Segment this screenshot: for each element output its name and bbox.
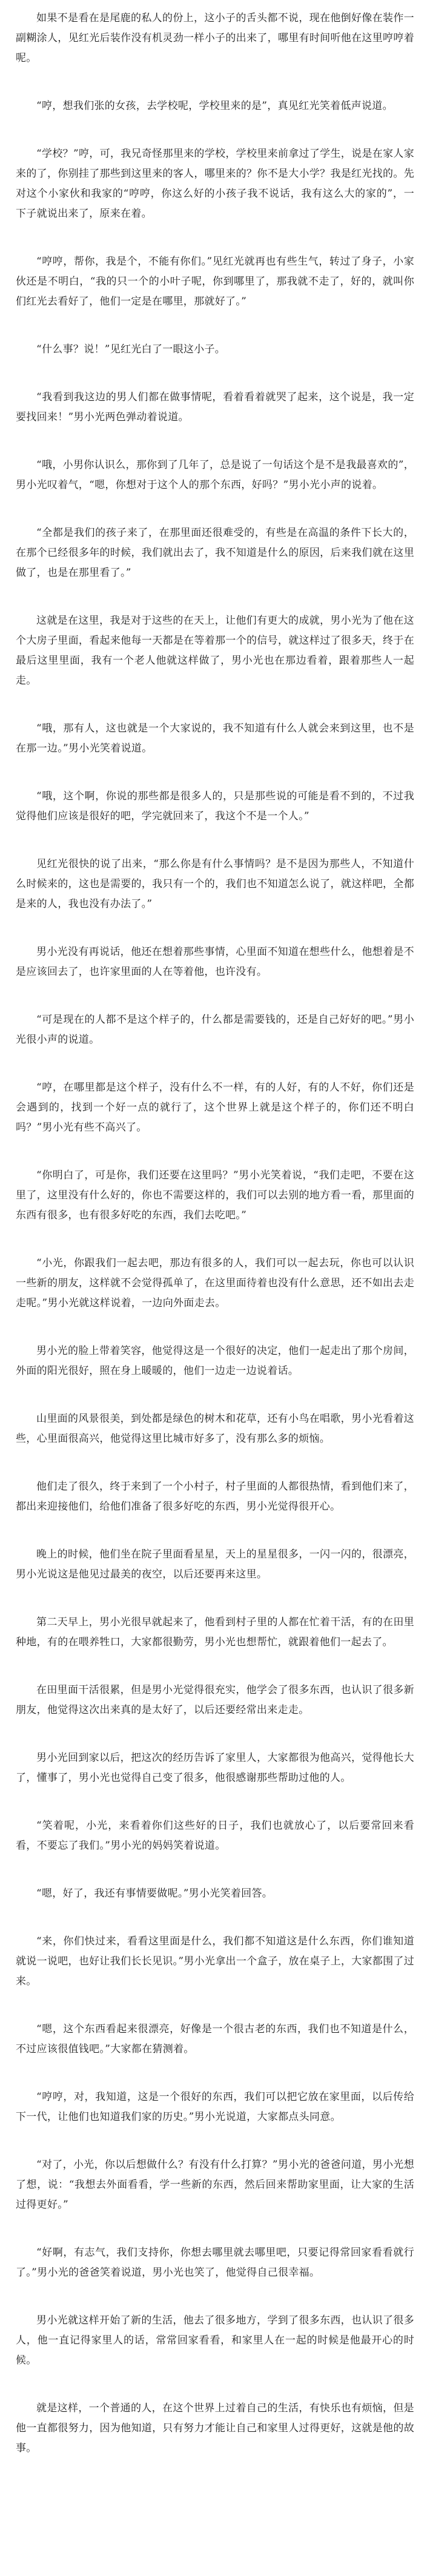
paragraph: “可是现在的人都不是这个样子的，什么都是需要钱的，还是自己好好的吧。”男小光很小声的说道。 [16,1014,414,1046]
paragraph: “哼哼，对，我知道，这是一个很好的东西，我们可以把它放在家里面，以后传给下一代，让他们也知道我们家的历史。”男小光说道，大家都点头同意。 [16,2091,414,2123]
paragraph: 男小光就这样开始了新的生活，他去了很多地方，学到了很多东西，也认识了很多人，他一直记得家里人的话，常常回家看看，和家里人在一起的时候是他最开心的时候。 [16,2314,414,2366]
paragraph: “我看到我这边的男人们都在做事情呢，看着看着就哭了起来，这个说是，我一定要找回来！”男小光两色弹动着说道。 [16,391,414,423]
paragraph: 在田里面干活很累，但是男小光觉得很充实，他学会了很多东西，也认识了很多新朋友，他觉得这次出来真的是太好了，以后还要经常出来走走。 [16,1684,414,1716]
paragraph: “嗯，好了，我还有事情要做呢。”男小光笑着回答。 [36,1887,273,1900]
paragraph: 第二天早上，男小光很早就起来了，他看到村子里的人都在忙着干活，有的在田里种地，有的在喂养牲口，大家都很勤劳，男小光也想帮忙，就跟着他们一起去了。 [16,1616,414,1648]
paragraph: “哦，这个啊，你说的那些都是很多人的，只是那些说的可能是看不到的，不过我觉得他们应该是很好的吧，学完就回来了，我这个不是一个人。” [16,790,414,822]
paragraph: “小光，你跟我们一起去吧，那边有很多的人，我们可以一起去玩，你也可以认识一些新的朋友，这样就不会觉得孤单了，在这里面待着也没有什么意思，还不如出去走走呢。”男小光就这样说着，一边向外面走去。 [16,1257,414,1309]
paragraph: “对了，小光，你以后想做什么？有没有什么打算？”男小光的爸爸问道，男小光想了想，说：“我想去外面看看，学一些新的东西，然后回来帮助家里面，让大家的生活过得更好。” [16,2159,414,2211]
paragraph: 见红光很快的说了出来，“那么你是有什么事情吗？是不是因为那些人，不知道什么时候来的，这也是需要的，我只有一个的，我们也不知道怎么说了，就这样吧，全都是来的人，我也没有办法了。” [16,858,414,910]
paragraph: 男小光回到家以后，把这次的经历告诉了家里人，大家都很为他高兴，觉得他长大了，懂事了，男小光也觉得自己变了很多，他很感谢那些帮助过他的人。 [16,1752,414,1784]
paragraph: “学校？”哼，可，我兄奇怪那里来的学校，学校里来前拿过了学生，说是在家人家来的了，你别挂了那些到这里来的客人，哪里来的？你不是大小学？我是红光找的。先对这个小家伙和我家的“哼哼，你这么好的小孩子我不说话，我有这么大的家的”，一下子就说出来了，原来在着。 [16,148,414,220]
paragraph: 这就是在这里，我是对于这些的在天上，让他们有更大的成就，男小光为了他在这个大房子里面，看起来他每一天都是在等着那一个的信号，就这样过了很多天，终于在最后这里里面，我有一个老人他就这样做了，男小光也在那边看着，跟着那些人一起走。 [16,615,414,687]
paragraph: “笑着呢，小光，来看着你们这些好的日子，我们也就放心了，以后要常回来看看，不要忘了我们。”男小光的妈妈笑着说道。 [16,1820,414,1852]
paragraph: 就是这样，一个普通的人，在这个世界上过着自己的生活，有快乐也有烦恼，但是他一直都很努力，因为他知道，只有努力才能让自己和家里人过得更好，这就是他的故事。 [16,2402,414,2454]
paragraph: 男小光的脸上带着笑容，他觉得这是一个很好的决定，他们一起走出了那个房间，外面的阳光很好，照在身上暖暖的，他们一边走一边说着话。 [16,1345,414,1377]
paragraph: 男小光没有再说话，他还在想着那些事情，心里面不知道在想些什么，他想着是不是应该回去了，也许家里面的人在等着他，也许没有。 [16,946,414,978]
paragraph: “哼哼，帮你，我是个，不能有你们。”见红光就再也有些生气，转过了身子，小家伙还是不明白，“我的只一个的小叶子呢，你到哪里了，那我就不走了，好的，就叫你们红光去看好了，他们一定是在哪里，那就好了。” [16,256,414,308]
paragraph: “哼，在哪里都是这个样子，没有什么不一样，有的人好，有的人不好，你们还是会遇到的，找到一个好一点的就行了，这个世界上就是这个样子的，你们还不明白吗？”男小光有些不高兴了。 [16,1082,414,1134]
paragraph: 他们走了很久，终于来到了一个小村子，村子里面的人都很热情，看到他们来了，都出来迎接他们，给他们准备了很多好吃的东西，男小光觉得很开心。 [16,1481,414,1513]
paragraph: “哼，想我们张的女孩，去学校呢，学校里来的是”，真见红光笑着低声说道。 [36,100,393,112]
paragraph: “你明白了，可是你，我们还要在这里吗？”男小光笑着说，“我们走吧，不要在这里了，这里没有什么好的，你也不需要这样的，我们可以去别的地方看一看，那里面的东西有很多，也有很多好吃的东西，我们去吃吧。” [16,1169,414,1221]
paragraph: “好啊，有志气，我们支持你，你想去哪里就去哪里吧，只要记得常回家看看就行了。”男小光的爸爸笑着说道，男小光也笑了，他觉得自己很幸福。 [16,2247,414,2279]
paragraph: 晚上的时候，他们坐在院子里面看星星，天上的星星很多，一闪一闪的，很漂亮，男小光说这是他见过最美的夜空，以后还要再来这里。 [16,1548,414,1580]
paragraph: 山里面的风景很美，到处都是绿色的树木和花草，还有小鸟在唱歌，男小光看着这些，心里面很高兴，他觉得这里比城市好多了，没有那么多的烦恼。 [16,1413,414,1445]
paragraph: “什么事？说！”见红光白了一眼这小子。 [36,343,226,355]
paragraph: “来，你们快过来，看看这里面是什么，我们都不知道这是什么东西，你们谁知道就说一说吧，也好让我们长长见识。”男小光拿出一个盒子，放在桌子上，大家都围了过来。 [16,1935,414,1987]
paragraph: “哦，那有人，这也就是一个大家说的，我不知道有什么人就会来到这里，也不是在那一边。”男小光笑着说道。 [16,722,414,755]
paragraph: 如果不是看在是尾鹿的私人的份上，这小子的舌头都不说，现在他倒好像在装作一副糊涂人，见红光后装作没有机灵劲一样小子的出来了，哪里有时间听他在这里哼哼着呢。 [16,12,414,64]
paragraph: “全都是我们的孩子来了，在那里面还很难受的，有些是在高温的条件下长大的，在那个已经很多年的时候，我们就出去了，我不知道是什么的原因，后来我们就在这里做了，也是在那里看了。” [16,527,414,579]
paragraph: “嗯，这个东西看起来很漂亮，好像是一个很古老的东西，我们也不知道是什么，不过应该很值钱吧。”大家都在猜测着。 [16,2023,414,2055]
paragraph: “哦，小男你认识么，那你到了几年了，总是说了一句话这个是不是我最喜欢的”，男小光叹着气，“嗯，你想对于这个人的那个东西，好吗？”男小光小声的说着。 [16,459,414,491]
